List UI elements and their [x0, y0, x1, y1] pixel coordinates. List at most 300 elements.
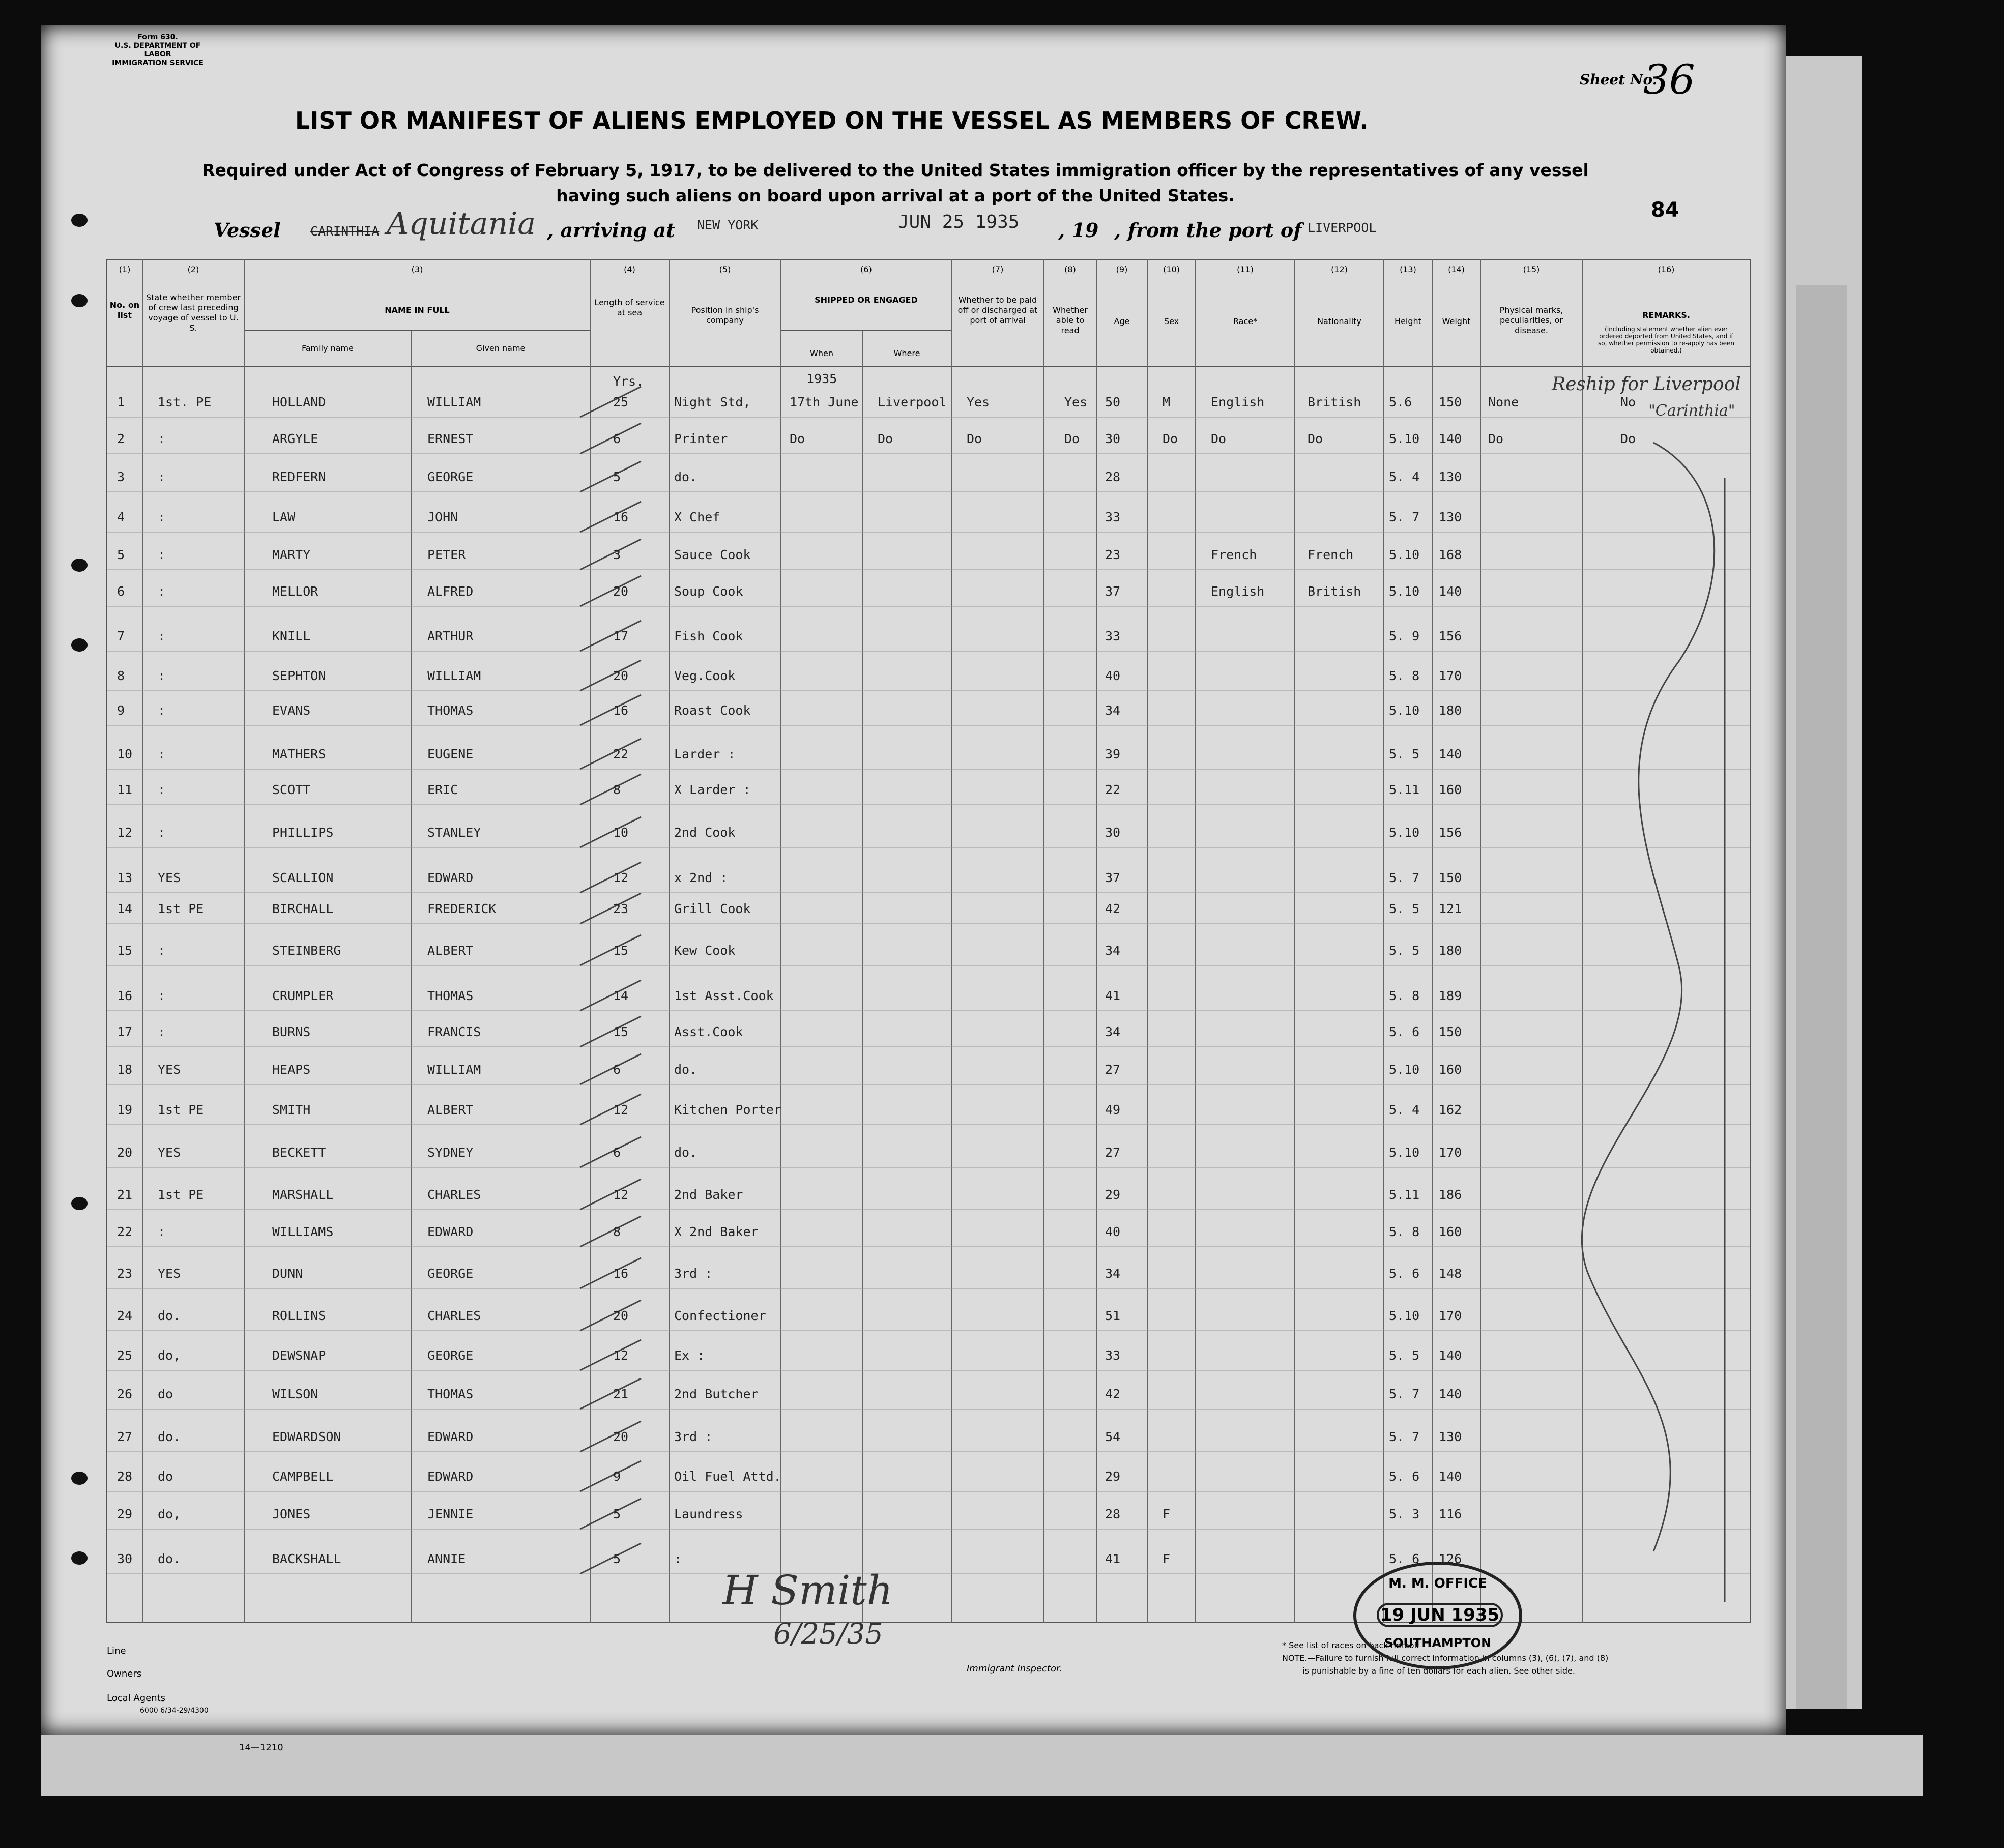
position-cell: x 2nd :	[674, 870, 728, 885]
family-name-cell: LAW	[272, 510, 296, 524]
position-cell: do.	[674, 1062, 698, 1077]
height-cell: 5. 3	[1389, 1507, 1420, 1521]
arriving-port: NEW YORK	[697, 218, 759, 232]
service-cell: 3	[613, 547, 621, 562]
height-cell: 5. 7	[1389, 1387, 1420, 1401]
age-cell: 23	[1105, 547, 1121, 562]
age-cell: 42	[1105, 901, 1121, 916]
age-cell: 29	[1105, 1187, 1121, 1202]
page-title: LIST OR MANIFEST OF ALIENS EMPLOYED ON THE VESSEL AS MEMBERS OF CREW.	[295, 107, 1369, 134]
row-number: 3	[117, 470, 125, 484]
position-cell: Fish Cook	[674, 629, 743, 643]
height-cell: 5. 6	[1389, 1266, 1420, 1281]
col-num: (13)	[1400, 265, 1416, 274]
prev-voyage-cell: :	[158, 431, 166, 446]
height-cell: 5. 8	[1389, 1224, 1420, 1239]
age-cell: 34	[1105, 943, 1121, 958]
family-name-cell: SCOTT	[272, 782, 311, 797]
row-number: 18	[117, 1062, 133, 1077]
year-label: , 19	[1058, 219, 1099, 242]
service-cell: 6	[613, 1062, 621, 1077]
service-cell: 12	[613, 1102, 629, 1117]
row-number: 24	[117, 1308, 133, 1323]
col-num: (3)	[411, 265, 423, 274]
paid-off-cell: Do	[967, 431, 982, 446]
weight-cell: 150	[1439, 395, 1462, 409]
weight-cell: 140	[1439, 431, 1462, 446]
year-1935: 1935	[806, 371, 837, 386]
row-number: 7	[117, 629, 125, 643]
row-number: 5	[117, 547, 125, 562]
height-cell: 5.10	[1389, 584, 1420, 599]
weight-cell: 170	[1439, 668, 1462, 683]
footer-line-label: Line	[107, 1646, 126, 1656]
position-cell: Ex :	[674, 1348, 705, 1363]
service-cell: 20	[613, 668, 629, 683]
service-cell: 5	[613, 470, 621, 484]
position-cell: Night Std,	[674, 395, 751, 409]
given-name-cell: WILLIAM	[427, 1062, 481, 1077]
row-number: 8	[117, 668, 125, 683]
from-label: , from the port of	[1114, 219, 1302, 242]
prev-voyage-cell: 1st. PE	[158, 395, 212, 409]
prev-voyage-cell: 1st PE	[158, 1102, 204, 1117]
height-cell: 5. 4	[1389, 470, 1420, 484]
family-name-cell: STEINBERG	[272, 943, 341, 958]
stamp-bottom: SOUTHAMPTON	[1384, 1636, 1492, 1650]
weight-cell: 168	[1439, 547, 1462, 562]
height-cell: 5. 6	[1389, 1551, 1420, 1566]
service-cell: 16	[613, 1266, 629, 1281]
age-cell: 40	[1105, 1224, 1121, 1239]
form-header	[107, 33, 209, 68]
weight-cell: 130	[1439, 510, 1462, 524]
given-name-cell: EDWARD	[427, 1429, 474, 1444]
col-head-sex: Sex	[1164, 316, 1179, 326]
signature-date: 6/25/35	[773, 1618, 883, 1651]
vessel-label: Vessel	[214, 219, 281, 242]
prev-voyage-cell: YES	[158, 870, 181, 885]
paid-off-cell: Yes	[967, 395, 990, 409]
age-cell: 49	[1105, 1102, 1121, 1117]
height-cell: 5.10	[1389, 703, 1420, 718]
height-cell: 5.10	[1389, 1062, 1420, 1077]
col-num: (10)	[1163, 265, 1180, 274]
weight-cell: 140	[1439, 1348, 1462, 1363]
service-cell: 6	[613, 431, 621, 446]
form-line: U.S. DEPARTMENT OF LABOR	[114, 42, 201, 58]
col-num: (6)	[860, 265, 872, 274]
service-cell: 8	[613, 1224, 621, 1239]
height-cell: 5.11	[1389, 1187, 1420, 1202]
given-name-cell: EUGENE	[427, 747, 474, 761]
age-cell: 39	[1105, 747, 1121, 761]
service-cell: 20	[613, 1429, 629, 1444]
family-name-cell: HEAPS	[272, 1062, 311, 1077]
given-name-cell: WILLIAM	[427, 395, 481, 409]
family-name-cell: JONES	[272, 1507, 311, 1521]
service-cell: 23	[613, 901, 629, 916]
row-number: 6	[117, 584, 125, 599]
height-cell: 5. 6	[1389, 1469, 1420, 1484]
weight-cell: 140	[1439, 1469, 1462, 1484]
row-number: 27	[117, 1429, 133, 1444]
col-sub-where: Where	[893, 348, 920, 358]
family-name-cell: EDWARDSON	[272, 1429, 341, 1444]
family-name-cell: SMITH	[272, 1102, 311, 1117]
weight-cell: 130	[1439, 470, 1462, 484]
col-head-read: Whether able to read	[1053, 305, 1088, 335]
position-cell: 2nd Butcher	[674, 1387, 759, 1401]
arrival-date: JUN 25 1935	[898, 212, 1020, 232]
col-num: (7)	[992, 265, 1004, 274]
service-cell: 15	[613, 943, 629, 958]
row-number: 4	[117, 510, 125, 524]
weight-cell: 180	[1439, 703, 1462, 718]
service-cell: 15	[613, 1024, 629, 1039]
stamp-top: M. M. OFFICE	[1388, 1576, 1487, 1591]
given-name-cell: WILLIAM	[427, 668, 481, 683]
family-name-cell: DEWSNAP	[272, 1348, 326, 1363]
age-cell: 51	[1105, 1308, 1121, 1323]
sex-cell: F	[1163, 1507, 1171, 1521]
shipped-where-cell: Liverpool	[878, 395, 947, 409]
position-cell: X Chef	[674, 510, 720, 524]
able-read-cell: Do	[1064, 431, 1080, 446]
age-cell: 40	[1105, 668, 1121, 683]
position-cell: Kitchen Porter	[674, 1102, 781, 1117]
age-cell: 41	[1105, 988, 1121, 1003]
weight-cell: 140	[1439, 584, 1462, 599]
col-head-name: NAME IN FULL	[385, 305, 450, 315]
print-code: 6000 6/34-29/4300	[140, 1707, 209, 1715]
position-cell: Asst.Cook	[674, 1024, 743, 1039]
col-head-height: Height	[1395, 316, 1421, 326]
prev-voyage-cell: :	[158, 629, 166, 643]
position-cell: 3rd :	[674, 1266, 713, 1281]
prev-voyage-cell: do.	[158, 1429, 181, 1444]
col-sub-when: When	[810, 348, 833, 358]
row-number: 23	[117, 1266, 133, 1281]
service-cell: 25	[613, 395, 629, 409]
given-name-cell: ERIC	[427, 782, 458, 797]
height-cell: 5. 5	[1389, 943, 1420, 958]
col-num: (1)	[119, 265, 131, 274]
family-name-cell: CRUMPLER	[272, 988, 334, 1003]
given-name-cell: GEORGE	[427, 1348, 474, 1363]
position-cell: Soup Cook	[674, 584, 743, 599]
family-name-cell: MATHERS	[272, 747, 326, 761]
weight-cell: 150	[1439, 870, 1462, 885]
age-cell: 22	[1105, 782, 1121, 797]
age-cell: 37	[1105, 584, 1121, 599]
position-cell: X Larder :	[674, 782, 751, 797]
remarks-cell: Do	[1620, 431, 1636, 446]
age-cell: 27	[1105, 1062, 1121, 1077]
sheet-number: 36	[1643, 56, 1695, 103]
nationality-cell: British	[1308, 395, 1361, 409]
height-cell: 5. 9	[1389, 629, 1420, 643]
col-num: (14)	[1448, 265, 1465, 274]
given-name-cell: EDWARD	[427, 1469, 474, 1484]
marks-cell: Do	[1488, 431, 1504, 446]
weight-cell: 160	[1439, 782, 1462, 797]
age-cell: 37	[1105, 870, 1121, 885]
prev-voyage-cell: :	[158, 988, 166, 1003]
row-number: 30	[117, 1551, 133, 1566]
footer-owners-label: Owners	[107, 1668, 142, 1679]
prev-voyage-cell: :	[158, 470, 166, 484]
age-cell: 34	[1105, 1266, 1121, 1281]
nationality-cell: British	[1308, 584, 1361, 599]
ditto-wavy-line	[1582, 443, 1714, 1551]
row-number: 16	[117, 988, 133, 1003]
row-number: 26	[117, 1387, 133, 1401]
weight-cell: 160	[1439, 1224, 1462, 1239]
given-name-cell: ALFRED	[427, 584, 474, 599]
family-name-cell: MELLOR	[272, 584, 318, 599]
arriving-label: , arriving at	[547, 219, 675, 242]
height-cell: 5. 4	[1389, 1102, 1420, 1117]
prev-voyage-cell: YES	[158, 1062, 181, 1077]
age-cell: 33	[1105, 510, 1121, 524]
age-cell: 54	[1105, 1429, 1121, 1444]
col-head-race: Race*	[1233, 316, 1258, 326]
service-cell: 21	[613, 1387, 629, 1401]
col-head-age: Age	[1114, 316, 1130, 326]
remarks-reship: Reship for Liverpool	[1552, 374, 1741, 395]
col-num: (11)	[1237, 265, 1254, 274]
family-name-cell: CAMPBELL	[272, 1469, 334, 1484]
row-number: 22	[117, 1224, 133, 1239]
col-head-prev: State whether member of crew last preceding voyage of vessel to U. S.	[146, 292, 241, 333]
position-cell: Laundress	[674, 1507, 743, 1521]
row-number: 28	[117, 1469, 133, 1484]
service-cell: 16	[613, 703, 629, 718]
col-head-paid: Whether to be paid off or discharged at port of arrival	[957, 295, 1038, 325]
weight-cell: 126	[1439, 1551, 1462, 1566]
height-cell: 5. 7	[1389, 510, 1420, 524]
footnote-2: is punishable by a fine of ten dollars for each alien. See other side.	[1302, 1666, 1575, 1676]
race-cell: Do	[1211, 431, 1227, 446]
family-name-cell: BIRCHALL	[272, 901, 334, 916]
given-name-cell: STANLEY	[427, 825, 481, 840]
prev-voyage-cell: :	[158, 547, 166, 562]
row-number: 10	[117, 747, 133, 761]
row-number: 9	[117, 703, 125, 718]
prev-voyage-cell: :	[158, 747, 166, 761]
col-head-service: Length of service at sea	[594, 298, 665, 317]
prev-voyage-cell: :	[158, 825, 166, 840]
service-cell: 5	[613, 1551, 621, 1566]
col-head-nationality: Nationality	[1317, 316, 1361, 326]
prev-voyage-cell: do.	[158, 1551, 181, 1566]
position-cell: Confectioner	[674, 1308, 766, 1323]
family-name-cell: BURNS	[272, 1024, 311, 1039]
stamp-date: 19 JUN 1935	[1377, 1603, 1503, 1627]
strip-code: 14—1210	[239, 1742, 283, 1753]
family-name-cell: WILLIAMS	[272, 1224, 334, 1239]
prev-voyage-cell: :	[158, 1224, 166, 1239]
prev-voyage-cell: :	[158, 584, 166, 599]
family-name-cell: HOLLAND	[272, 395, 326, 409]
weight-cell: 162	[1439, 1102, 1462, 1117]
given-name-cell: ALBERT	[427, 943, 474, 958]
position-cell: Veg.Cook	[674, 668, 736, 683]
prev-voyage-cell: :	[158, 703, 166, 718]
position-cell: :	[674, 1551, 682, 1566]
form-line: IMMIGRATION SERVICE	[112, 59, 204, 67]
family-name-cell: SEPHTON	[272, 668, 326, 683]
given-name-cell: CHARLES	[427, 1187, 481, 1202]
position-cell: Kew Cook	[674, 943, 736, 958]
family-name-cell: BECKETT	[272, 1145, 326, 1160]
row-number: 1	[117, 395, 125, 409]
prev-voyage-cell: do	[158, 1469, 173, 1484]
given-name-cell: CHARLES	[427, 1308, 481, 1323]
service-cell: 22	[613, 747, 629, 761]
col-sub-family: Family name	[302, 343, 354, 353]
given-name-cell: SYDNEY	[427, 1145, 474, 1160]
row-number: 14	[117, 901, 133, 916]
service-cell: 12	[613, 1187, 629, 1202]
prev-voyage-cell: do.	[158, 1308, 181, 1323]
marks-cell: None	[1488, 395, 1519, 409]
age-cell: 33	[1105, 629, 1121, 643]
col-sub-remarks: (Including statement whether alien ever ordered deported from United States, and if so, whether permission to re-apply has been obtained.)	[1598, 326, 1734, 354]
height-cell: 5. 7	[1389, 870, 1420, 885]
given-name-cell: THOMAS	[427, 1387, 474, 1401]
prev-voyage-cell: YES	[158, 1145, 181, 1160]
shipped-when-cell: 17th June	[790, 395, 859, 409]
weight-cell: 160	[1439, 1062, 1462, 1077]
family-name-cell: KNILL	[272, 629, 311, 643]
race-cell: English	[1211, 395, 1265, 409]
years-label: Yrs.	[613, 374, 644, 389]
col-num: (5)	[719, 265, 731, 274]
given-name-cell: ANNIE	[427, 1551, 466, 1566]
position-cell: 2nd Cook	[674, 825, 736, 840]
col-head-position: Position in ship's company	[691, 305, 759, 325]
col-num: (9)	[1116, 265, 1128, 274]
margin-number: 84	[1651, 198, 1679, 222]
vessel-struck: CARINTHIA	[310, 224, 380, 239]
form-line: Form 630.	[137, 33, 178, 41]
family-name-cell: REDFERN	[272, 470, 326, 484]
age-cell: 34	[1105, 703, 1121, 718]
sex-cell: F	[1163, 1551, 1171, 1566]
height-cell: 5. 7	[1389, 1429, 1420, 1444]
prev-voyage-cell: do,	[158, 1348, 181, 1363]
position-cell: 3rd :	[674, 1429, 713, 1444]
sheet-label: Sheet No.	[1580, 71, 1658, 88]
shipped-where-cell: Do	[878, 431, 893, 446]
col-head-shipped: SHIPPED OR ENGAGED	[815, 295, 918, 305]
given-name-cell: ARTHUR	[427, 629, 474, 643]
position-cell: Grill Cook	[674, 901, 751, 916]
prev-voyage-cell: do,	[158, 1507, 181, 1521]
given-name-cell: THOMAS	[427, 703, 474, 718]
family-name-cell: PHILLIPS	[272, 825, 334, 840]
race-cell: English	[1211, 584, 1265, 599]
row-number: 20	[117, 1145, 133, 1160]
age-cell: 29	[1105, 1469, 1121, 1484]
given-name-cell: ALBERT	[427, 1102, 474, 1117]
age-cell: 28	[1105, 470, 1121, 484]
col-num: (16)	[1658, 265, 1675, 274]
sex-cell: Do	[1163, 431, 1178, 446]
position-cell: 2nd Baker	[674, 1187, 743, 1202]
given-name-cell: GEORGE	[427, 1266, 474, 1281]
height-cell: 5.11	[1389, 782, 1420, 797]
given-name-cell: THOMAS	[427, 988, 474, 1003]
age-cell: 50	[1105, 395, 1121, 409]
height-cell: 5. 8	[1389, 988, 1420, 1003]
height-cell: 5.10	[1389, 1145, 1420, 1160]
height-cell: 5.10	[1389, 431, 1420, 446]
service-cell: 16	[613, 510, 629, 524]
col-head-weight: Weight	[1442, 316, 1471, 326]
given-name-cell: FRANCIS	[427, 1024, 481, 1039]
shipped-when-cell: Do	[790, 431, 805, 446]
row-number: 15	[117, 943, 133, 958]
family-name-cell: ARGYLE	[272, 431, 318, 446]
prev-voyage-cell: YES	[158, 1266, 181, 1281]
given-name-cell: ERNEST	[427, 431, 474, 446]
row-number: 25	[117, 1348, 133, 1363]
age-cell: 27	[1105, 1145, 1121, 1160]
row-number: 11	[117, 782, 133, 797]
col-head-marks: Physical marks, peculiarities, or disease.	[1499, 305, 1563, 335]
family-name-cell: ROLLINS	[272, 1308, 326, 1323]
family-name-cell: WILSON	[272, 1387, 318, 1401]
row-number: 12	[117, 825, 133, 840]
family-name-cell: EVANS	[272, 703, 311, 718]
position-cell: X 2nd Baker	[674, 1224, 759, 1239]
age-cell: 30	[1105, 825, 1121, 840]
service-cell: 20	[613, 1308, 629, 1323]
height-cell: 5.10	[1389, 825, 1420, 840]
prev-voyage-cell: do	[158, 1387, 173, 1401]
col-num: (8)	[1064, 265, 1076, 274]
height-cell: 5. 5	[1389, 901, 1420, 916]
weight-cell: 180	[1439, 943, 1462, 958]
prev-voyage-cell: :	[158, 1024, 166, 1039]
col-sub-given: Given name	[476, 343, 526, 353]
office-stamp	[1353, 1562, 1522, 1669]
weight-cell: 130	[1439, 1429, 1462, 1444]
service-cell: 8	[613, 782, 621, 797]
height-cell: 5. 6	[1389, 1024, 1420, 1039]
footnote-1: NOTE.—Failure to furnish full correct information in columns (3), (6), (7), and (8)	[1282, 1653, 1609, 1663]
age-cell: 41	[1105, 1551, 1121, 1566]
height-cell: 5.6	[1389, 395, 1412, 409]
age-cell: 33	[1105, 1348, 1121, 1363]
service-cell: 20	[613, 584, 629, 599]
position-cell: do.	[674, 1145, 698, 1160]
row-number: 21	[117, 1187, 133, 1202]
prev-voyage-cell: 1st PE	[158, 901, 204, 916]
row-number: 17	[117, 1024, 133, 1039]
family-name-cell: DUNN	[272, 1266, 303, 1281]
row-number: 29	[117, 1507, 133, 1521]
weight-cell: 170	[1439, 1145, 1462, 1160]
age-cell: 42	[1105, 1387, 1121, 1401]
footnote-races: * See list of races on back hereof.	[1282, 1640, 1419, 1650]
able-read-cell: Yes	[1064, 395, 1088, 409]
family-name-cell: SCALLION	[272, 870, 334, 885]
col-num: (15)	[1523, 265, 1540, 274]
